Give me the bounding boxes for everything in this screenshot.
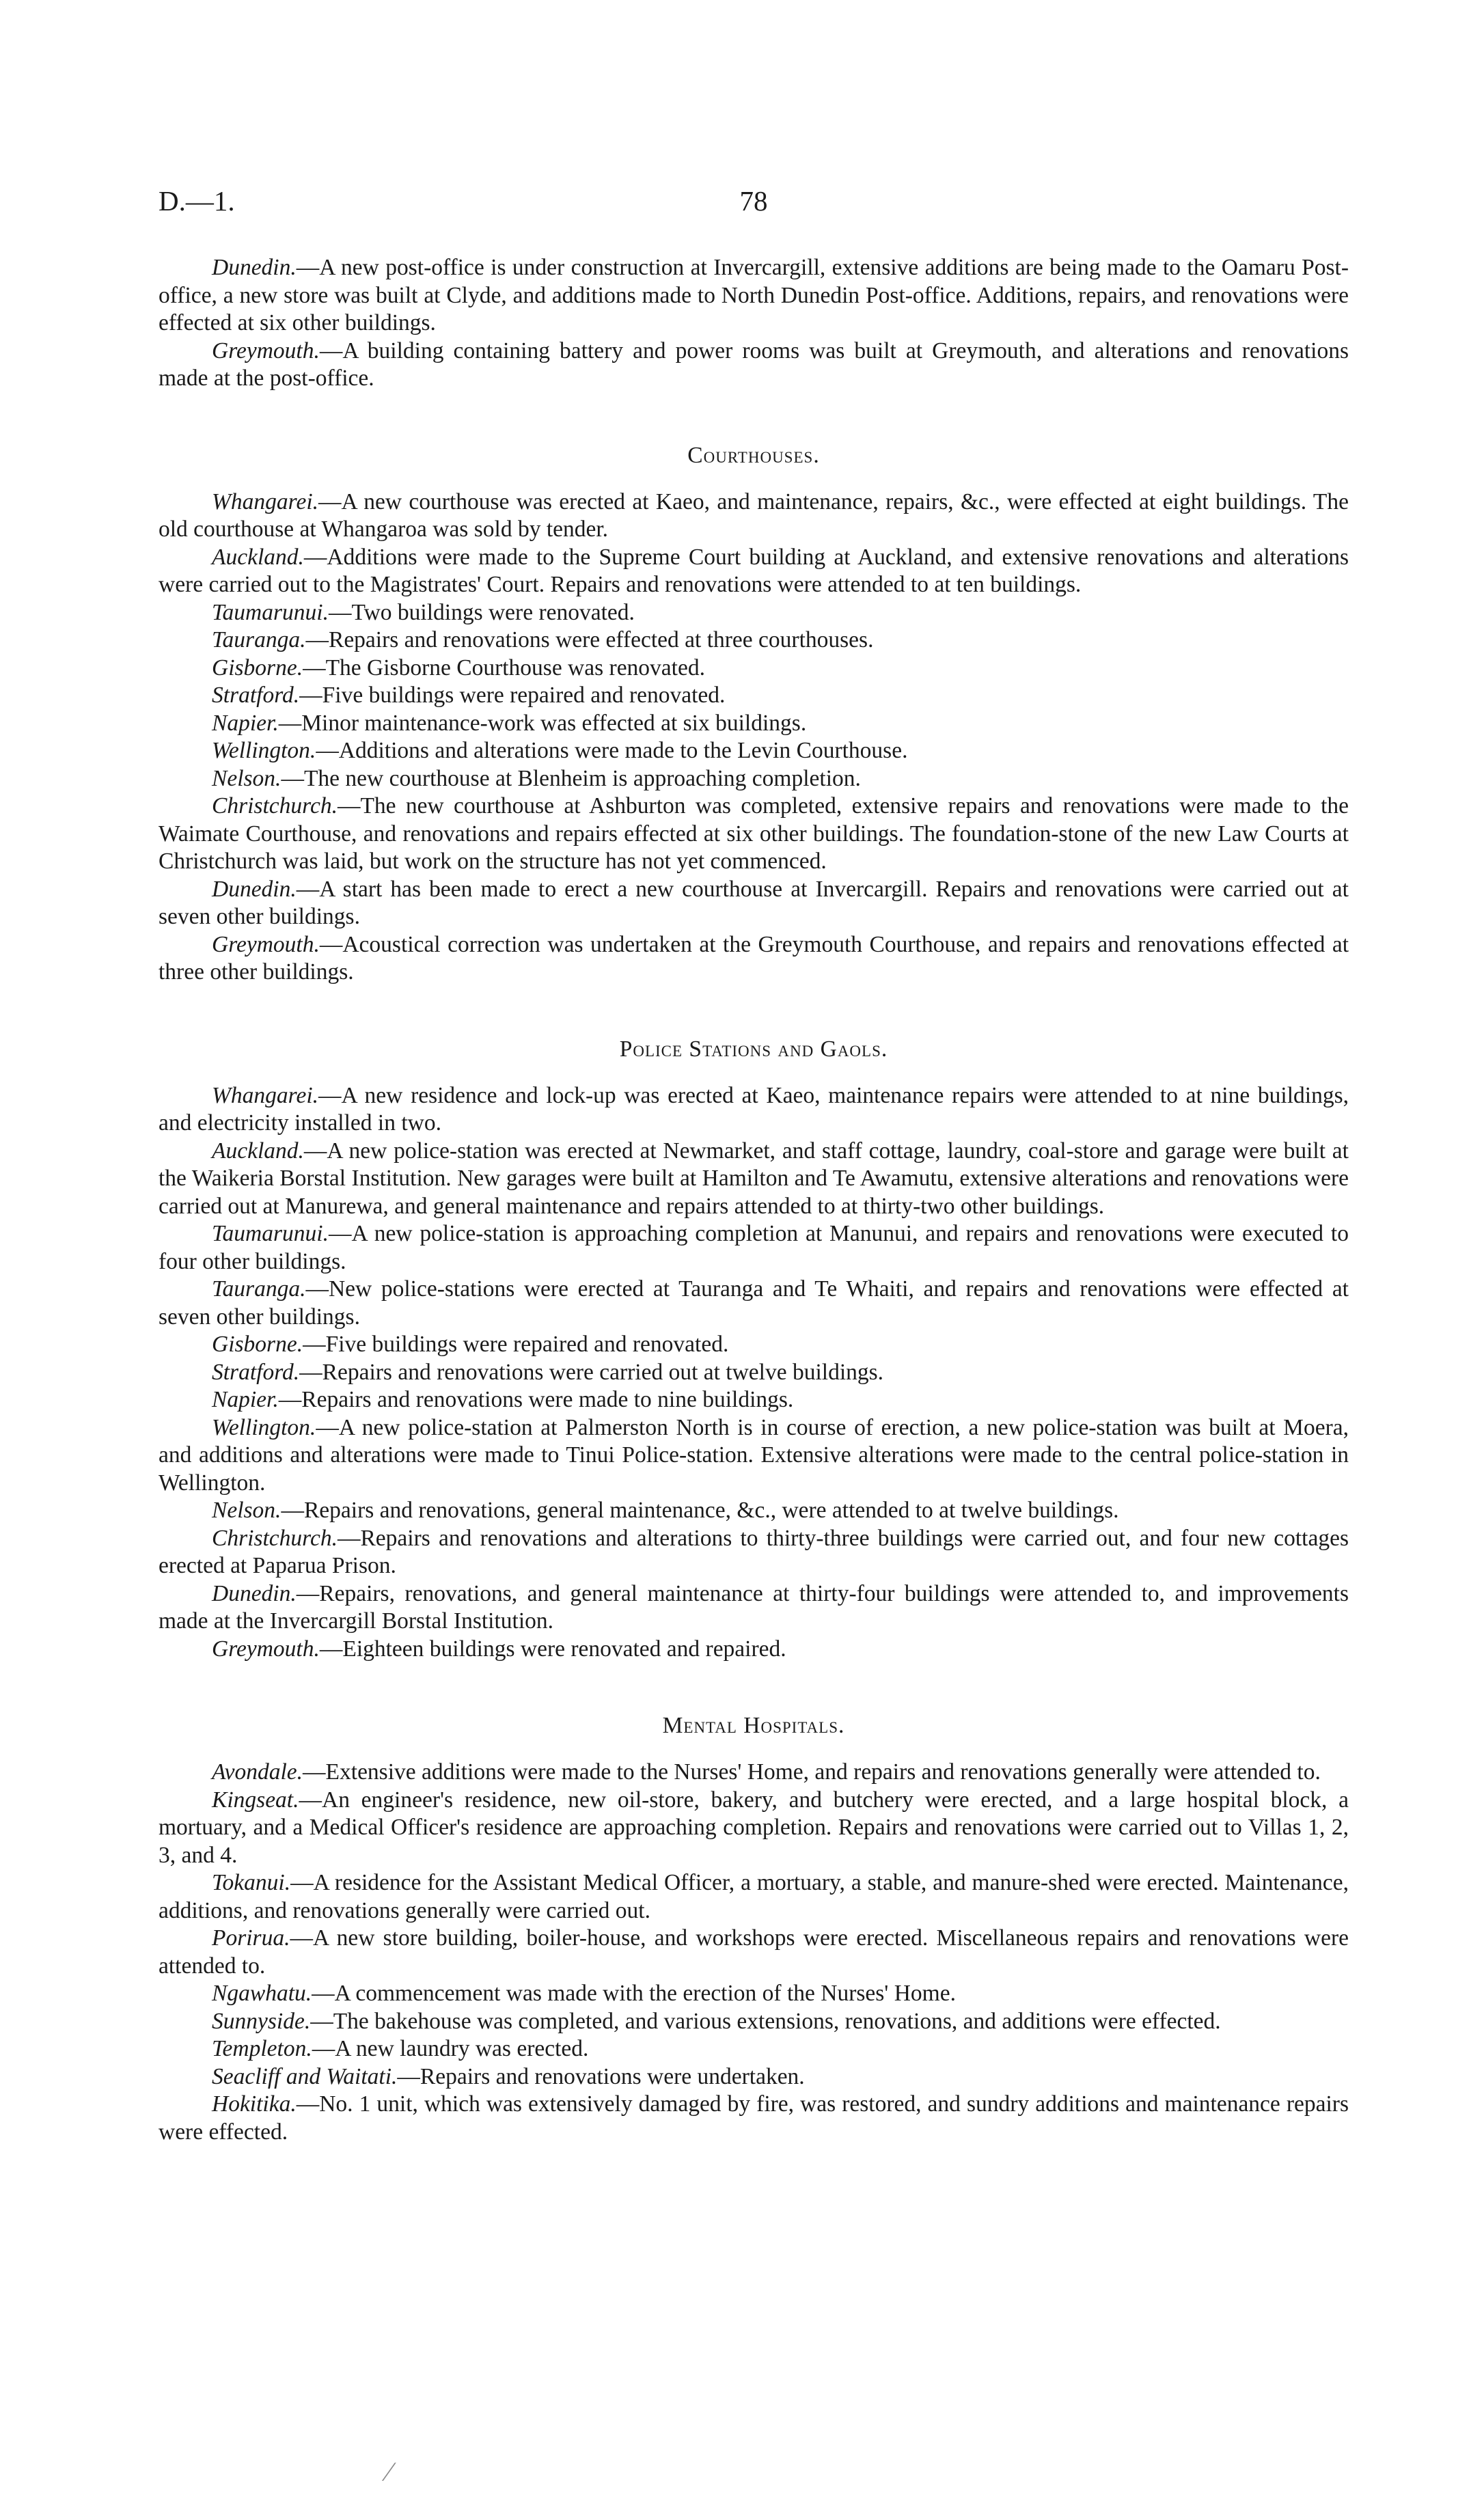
paragraph-text: —A new police-station was erected at Newmarket, and staff cottage, laundry, coal-store and garage were built at the Waikeria Borstal Institution. New garages were built at Hamilton and Te Awamutu, extensive alterations and renovations were carried out at Manurewa, and general maintenance and repairs attended to at thirty-two other buildings. bbox=[159, 1138, 1349, 1219]
paragraph-text: —A new residence and lock-up was erected at Kaeo, maintenance repairs were attended to at nine buildings, and electricity installed in two. bbox=[159, 1082, 1349, 1136]
paragraph bbox=[159, 737, 1349, 765]
place-name: Dunedin. bbox=[212, 1580, 297, 1606]
paragraph-text: —New police-stations were erected at Tauranga and Te Whaiti, and repairs and renovations were effected at seven other buildings. bbox=[159, 1276, 1349, 1330]
place-name: Gisborne. bbox=[212, 655, 303, 680]
place-name: Greymouth. bbox=[212, 1636, 320, 1662]
paragraph-text: —Repairs and renovations were undertaken. bbox=[397, 2063, 805, 2089]
paragraph bbox=[159, 1276, 1349, 1331]
paragraph bbox=[159, 682, 1349, 710]
paragraph-text: —A commencement was made with the erection of the Nurses' Home. bbox=[312, 1981, 956, 2006]
place-name: Taumarunui. bbox=[212, 1221, 329, 1246]
paragraph bbox=[159, 2063, 1349, 2091]
place-name: Napier. bbox=[212, 710, 279, 736]
paragraph-text: —A new police-station at Palmerston North is in course of erection, a new police-station was built at Moera, and additions and alterations were made to Tinui Police-station. Extensive alterations were made to the central police-station in Wellington. bbox=[159, 1414, 1349, 1496]
place-name: Nelson. bbox=[212, 765, 281, 791]
paragraph-text: —Additions were made to the Supreme Court building at Auckland, and extensive renovations and alterations were carried out to the Magistrates' Court. Repairs and renovations were attended to at ten buildings. bbox=[159, 544, 1349, 597]
page-number: 78 bbox=[739, 185, 768, 217]
paragraph-text: —Two buildings were renovated. bbox=[328, 599, 635, 625]
place-name: Sunnyside. bbox=[212, 2008, 311, 2034]
paragraph bbox=[159, 1525, 1349, 1580]
paragraph bbox=[159, 1359, 1349, 1387]
place-name: Wellington. bbox=[212, 738, 316, 763]
place-name: Whangarei. bbox=[212, 1082, 319, 1108]
paragraph-text: —A new police-station is approaching completion at Manunui, and repairs and renovations were executed to four other buildings. bbox=[159, 1221, 1349, 1274]
place-name: Porirua. bbox=[212, 1925, 290, 1951]
paragraph bbox=[159, 1869, 1349, 1925]
place-name: Tauranga. bbox=[212, 627, 306, 652]
page-header bbox=[159, 184, 1349, 225]
place-name: Wellington. bbox=[212, 1414, 316, 1440]
paragraph bbox=[159, 1220, 1349, 1276]
paragraph bbox=[159, 338, 1349, 393]
paragraph-text: —A new laundry was erected. bbox=[312, 2036, 589, 2061]
place-name: Hokitika. bbox=[212, 2091, 297, 2117]
place-name: Taumarunui. bbox=[212, 599, 329, 625]
place-name: Stratford. bbox=[212, 683, 300, 708]
paragraph-text: —Additions and alterations were made to the Levin Courthouse. bbox=[316, 738, 908, 763]
place-name: Tokanui. bbox=[212, 1870, 291, 1895]
paragraph bbox=[159, 876, 1349, 931]
paragraph bbox=[159, 1386, 1349, 1414]
place-name: Templeton. bbox=[212, 2036, 312, 2061]
paragraph bbox=[159, 544, 1349, 599]
place-name: Greymouth. bbox=[212, 338, 320, 363]
place-name: Napier. bbox=[212, 1387, 279, 1412]
paragraph-text: —A start has been made to erect a new courthouse at Invercargill. Repairs and renovations were carried out at seven other buildings. bbox=[159, 876, 1349, 929]
place-name: Nelson. bbox=[212, 1498, 281, 1523]
paragraph-text: —The new courthouse at Ashburton was completed, extensive repairs and renovations were made to the Waimate Courthouse, and renovations and repairs effected at six other buildings. The foundation-stone of the new Law Courts at Christchurch was laid, but work on the structure has not yet commenced. bbox=[159, 793, 1349, 874]
paragraph-text: —Repairs and renovations were effected at three courthouses. bbox=[305, 627, 874, 652]
paragraph-text: —Extensive additions were made to the Nurses' Home, and repairs and renovations generally were attended to. bbox=[303, 1759, 1321, 1785]
paragraph-text: —Eighteen buildings were renovated and repaired. bbox=[319, 1636, 786, 1662]
paragraph-text: —The Gisborne Courthouse was renovated. bbox=[303, 655, 705, 680]
place-name: Christchurch. bbox=[212, 793, 338, 819]
paragraph-text: —Repairs and renovations, general maintenance, &c., were attended to at twelve buildings. bbox=[281, 1498, 1119, 1523]
paragraph bbox=[159, 655, 1349, 683]
scan-mark-icon: ⁄ bbox=[387, 2456, 391, 2487]
document-reference: D.—1. bbox=[159, 185, 235, 217]
paragraph-text: —A new courthouse was erected at Kaeo, and maintenance, repairs, &c., were effected at eight buildings. The old courthouse at Whangaroa was sold by tender. bbox=[159, 489, 1349, 542]
paragraph bbox=[159, 1082, 1349, 1138]
paragraph bbox=[159, 765, 1349, 793]
paragraph-text: —Repairs and renovations and alterations to thirty-three buildings were carried out, and four new cottages erected at Paparua Prison. bbox=[159, 1525, 1349, 1578]
place-name: Christchurch. bbox=[212, 1525, 338, 1551]
place-name: Whangarei. bbox=[212, 489, 319, 514]
paragraph bbox=[159, 2035, 1349, 2063]
paragraph-text: —Repairs and renovations were made to nine buildings. bbox=[278, 1387, 794, 1412]
paragraph bbox=[159, 2091, 1349, 2146]
paragraph bbox=[159, 489, 1349, 544]
place-name: Seacliff and Waitati. bbox=[212, 2063, 398, 2089]
paragraph-text: —Minor maintenance-work was effected at six buildings. bbox=[278, 710, 807, 736]
paragraph bbox=[159, 1414, 1349, 1498]
place-name: Auckland. bbox=[212, 1138, 304, 1164]
paragraph bbox=[159, 599, 1349, 627]
paragraph-text: —Repairs, renovations, and general maintenance at thirty-four buildings were attended to, and improvements made at the Invercargill Borstal Institution. bbox=[159, 1580, 1349, 1634]
paragraph-text: —Repairs and renovations were carried out at twelve buildings. bbox=[299, 1359, 884, 1385]
paragraph bbox=[159, 1636, 1349, 1664]
paragraph-text: —No. 1 unit, which was extensively damaged by fire, was restored, and sundry additions and maintenance repairs were effected. bbox=[159, 2091, 1349, 2145]
place-name: Kingseat. bbox=[212, 1787, 299, 1813]
paragraph bbox=[159, 931, 1349, 987]
paragraph-text: —An engineer's residence, new oil-store, bakery, and butchery were erected, and a large hospital block, a mortuary, and a Medical Officer's residence are approaching completion. Repairs and renovations were carried out to Villas 1, 2, 3, and 4. bbox=[159, 1787, 1349, 1868]
paragraph bbox=[159, 2008, 1349, 2036]
paragraph bbox=[159, 1580, 1349, 1636]
place-name: Dunedin. bbox=[212, 876, 297, 902]
paragraph bbox=[159, 1331, 1349, 1359]
paragraph bbox=[159, 1980, 1349, 2008]
document-page bbox=[159, 184, 1349, 2146]
section-heading-mental-hospitals: Mental Hospitals. bbox=[662, 1713, 845, 1738]
place-name: Gisborne. bbox=[212, 1332, 303, 1357]
place-name: Auckland. bbox=[212, 544, 304, 570]
paragraph-text: —A new store building, boiler-house, and workshops were erected. Miscellaneous repairs and renovations were attended to. bbox=[159, 1925, 1349, 1979]
paragraph bbox=[159, 1759, 1349, 1787]
paragraph-text: —Five buildings were repaired and renovated. bbox=[303, 1332, 729, 1357]
section-heading-courthouses: Courthouses. bbox=[687, 442, 820, 468]
place-name: Dunedin. bbox=[212, 255, 297, 280]
paragraph-text: —A residence for the Assistant Medical Officer, a mortuary, a stable, and manure-shed were erected. Maintenance, additions, and renovations generally were carried out. bbox=[159, 1870, 1349, 1923]
paragraph-text: —The bakehouse was completed, and various extensions, renovations, and additions were effected. bbox=[310, 2008, 1221, 2034]
paragraph-text: —A new post-office is under construction at Invercargill, extensive additions are being made to the Oamaru Post-office, a new store was built at Clyde, and additions made to North Dunedin Post-office. Additions, repairs, and renovations were effected at six other buildings. bbox=[159, 255, 1349, 335]
paragraph bbox=[159, 710, 1349, 738]
place-name: Ngawhatu. bbox=[212, 1981, 312, 2006]
place-name: Tauranga. bbox=[212, 1276, 306, 1302]
paragraph bbox=[159, 793, 1349, 876]
paragraph-text: —The new courthouse at Blenheim is approaching completion. bbox=[281, 765, 861, 791]
paragraph-text: —Five buildings were repaired and renovated. bbox=[299, 683, 726, 708]
paragraph bbox=[159, 1925, 1349, 1980]
paragraph-text: —Acoustical correction was undertaken at the Greymouth Courthouse, and repairs and renovations effected at three other buildings. bbox=[159, 931, 1349, 985]
place-name: Stratford. bbox=[212, 1359, 300, 1385]
section-heading-police-stations: Police Stations and Gaols. bbox=[619, 1036, 888, 1062]
paragraph bbox=[159, 1787, 1349, 1870]
place-name: Greymouth. bbox=[212, 931, 320, 957]
paragraph bbox=[159, 1497, 1349, 1525]
place-name: Avondale. bbox=[212, 1759, 303, 1785]
paragraph bbox=[159, 254, 1349, 338]
paragraph bbox=[159, 1138, 1349, 1221]
paragraph-text: —A building containing battery and power rooms was built at Greymouth, and alterations and renovations made at the post-office. bbox=[159, 338, 1349, 391]
paragraph bbox=[159, 627, 1349, 655]
